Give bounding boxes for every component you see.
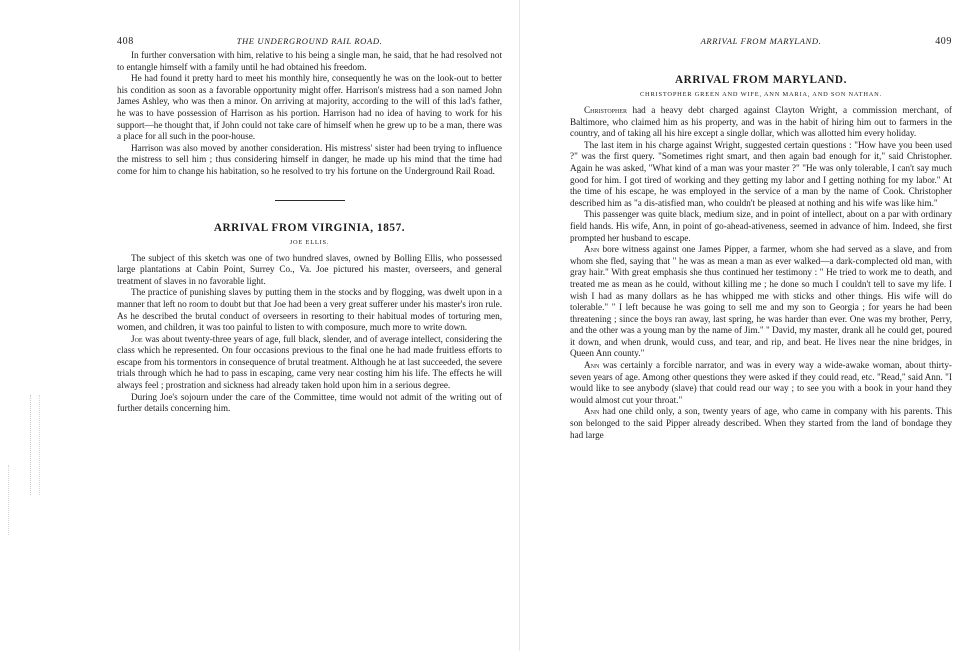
lead-word: Ann: [584, 406, 600, 417]
right-page-number: 409: [935, 36, 952, 47]
left-running-head: [117, 36, 502, 50]
section-divider: [275, 200, 345, 201]
right-page: [520, 0, 980, 651]
lead-word: Ann: [584, 244, 600, 255]
section-title-virginia: ARRIVAL FROM VIRGINIA, 1857.: [213, 221, 406, 234]
paragraph: Harrison was also moved by another consideration. His mistress' sister had been trying to influence the mistress to sell him ; thus considering himself in danger, he made up his mind that the time had come for him to change his habitation, so he resolved to try his fortune on the Underground Rail Road.: [117, 142, 502, 176]
paragraph: In further conversation with him, relative to his being a single man, he said, that he had resolved not to entangle himself with a family until he had obtained his freedom.: [117, 50, 502, 72]
paragraph-body: was certainly a forcible narrator, and was in every way a wide-awake woman, about thirty-seven years of age. Among other questions they were asked if they could read, etc. "Read," said Ann. "I would like to see anybody (slave) that could read our way ; to see you with a book in your hand they would almost cut your throat.": [570, 360, 952, 405]
margin-bleed-marks-2: [8, 465, 13, 535]
left-text-column: [117, 50, 502, 415]
paragraph-body: bore witness against one James Pipper, a farmer, whom she had served as a slave, and from whom she fled, saying that " he was as mean a man as ever walked—a dark-complected old man, with gray hair." With great emphasis she thus continued her testimony : " He tried to work me to death, and treated me as mean as he could, without killing me ; he done so much I couldn't tell to save my life. I wish I had as many dollars as he has whipped me with sticks and other things. His wife will do tolerable." " I left because he was going to sell me and my son to Georgia ; for years he had been threatening ; since the boys ran away, last spring, he was harder than ever. One was my brother, Perry, and the other was a young man by the name of Jim." " David, my master, drank all he could get, poured it down, and when drunk, would cuss, and tear, and rip, and beat. He lives near the nine bridges, in Queen Ann county.": [570, 244, 952, 359]
right-running-head: [570, 36, 952, 50]
paragraph: During Joe's sojourn under the care of the Committee, time would not admit of the writing out of further details concerning him.: [117, 391, 502, 414]
left-running-title: THE UNDERGROUND RAIL ROAD.: [236, 36, 383, 46]
lead-word: Ann: [584, 360, 600, 371]
paragraph: [570, 406, 952, 441]
paragraph: The subject of this sketch was one of two hundred slaves, owned by Bolling Ellis, who possessed large plantations at Cabin Point, Surrey Co., Va. Joe pictured his master, overseers, and general treatment of slaves in no favorable light.: [117, 252, 502, 286]
paragraph: [570, 105, 952, 140]
paragraph: [117, 334, 502, 392]
paragraph: The practice of punishing slaves by putting them in the stocks and by flogging, was dwelt upon in a manner that left no room to doubt but that Joe had been a very great sufferer under his master's iron rule. As he described the brutal conduct of overseers in resorting to their habitual modes of torturing men, women, and children, it was too painful to listen to with composure, much more to write down.: [117, 287, 502, 333]
paragraph-body: had one child only, a son, twenty years of age, who came in company with his parents. This son belonged to the said Pipper already described. When they started from the land of bondage they had large: [570, 406, 952, 440]
left-page-number: 408: [117, 36, 134, 47]
paragraph: He had found it pretty hard to meet his monthly hire, consequently he was on the look-out to better his condition as soon as a favorable opportunity might offer. Harrison's mistress had a son named John James Ashley, who was then a minor. On arriving at majority, according to the will of this lad's father, he was to have possession of Harrison as his portion. Harrison had no idea of having to work for his support—he thought that, if John could not take care of himself when he grew up to be a man, there was a place for all such in the poor-house.: [117, 73, 502, 142]
paragraph: This passenger was quite black, medium size, and in point of intellect, about on a par with ordinary field hands. His wife, Ann, in point of go-ahead-ativeness, seemed in advance of him. Indeed, she first prompted her husband to escape.: [570, 209, 952, 243]
paragraph: [570, 244, 952, 360]
lead-word: Joe: [131, 333, 143, 344]
paragraph: The last item in his charge against Wright, suggested certain questions : "How have you been used ?" was the first query. "Sometimes right smart, and then again bad enough for it," said Christopher. Again he was asked, "What kind of a man was your master ?" "He was only tolerable, I can't say much good for him. I got tired of working and they getting my labor and I getting nothing for my labor." At the time of his escape, he was employed in the service of a man by the name of Cook. Christopher described him as "a dis-atisfied man, who couldn't be pleased at nothing and his wife was like him.": [570, 139, 952, 208]
section-title-maryland: ARRIVAL FROM MARYLAND.: [674, 74, 848, 86]
section-subtitle-joe: JOE ELLIS.: [289, 238, 330, 246]
section-subtitle-green: CHRISTOPHER GREEN AND WIFE, ANN MARIA, AND SON NATHAN.: [640, 91, 882, 98]
right-running-title: ARRIVAL FROM MARYLAND.: [700, 36, 822, 46]
paragraph: [570, 360, 952, 406]
paragraph-body: had a heavy debt charged against Clayton Wright, a commission merchant, of Baltimore, who claimed him as his property, and was in the habit of hiring him out to farmers in the country, and of taking all his hire except a single dollar, which was allotted him every holiday.: [570, 105, 952, 139]
lead-word: Christopher: [584, 105, 628, 115]
right-text-column: [570, 67, 952, 441]
paragraph-body: was about twenty-three years of age, full black, slender, and of average intellect, considering the class which he represented. On four occasions previous to the final one he had made fruitless efforts to escape from his tormentors in consequence of brutal treatment. Although he at last succeeded, the severe trials through which he had to pass in escaping, came very near costing him his life. The effects he will always feel ; prostration and sickness had already taken hold upon him in a serious degree.: [117, 333, 502, 391]
margin-bleed-marks: [30, 395, 40, 495]
